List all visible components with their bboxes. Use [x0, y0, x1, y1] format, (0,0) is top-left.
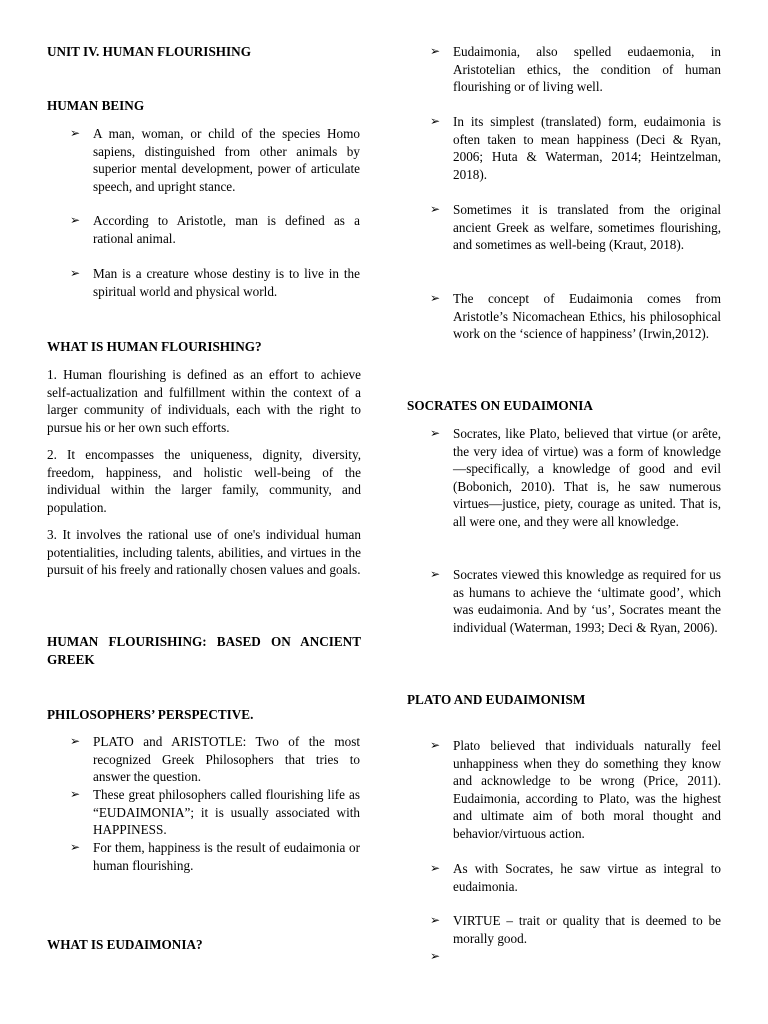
- list-item: [430, 912, 721, 947]
- list-item-text: As with Socrates, he saw virtue as integral to eudaimonia.: [453, 861, 721, 894]
- list-item: [70, 265, 360, 300]
- list-item-text: PLATO and ARISTOTLE: Two of the most recognized Greek Philosophers that tries to answer the question.: [93, 734, 360, 785]
- arrow-bullet-icon: ➢: [430, 426, 441, 440]
- arrow-bullet-icon: ➢: [430, 949, 441, 963]
- list-item-text: For them, happiness is the result of eudaimonia or human flourishing.: [93, 840, 360, 873]
- arrow-bullet-icon: ➢: [430, 738, 441, 752]
- list-item-text: Eudaimonia, also spelled eudaemonia, in Aristotelian ethics, the condition of human flourishing or of living well.: [453, 44, 721, 95]
- list-item: [430, 948, 721, 966]
- unit-title: UNIT IV. HUMAN FLOURISHING: [47, 44, 251, 59]
- arrow-bullet-icon: ➢: [430, 44, 441, 58]
- list-item: [70, 125, 360, 195]
- arrow-bullet-icon: ➢: [70, 213, 81, 227]
- list-item-text: The concept of Eudaimonia comes from Aristotle’s Nicomachean Ethics, his philosophical work on the ‘science of happiness’ (Irwin,2012).: [453, 291, 721, 342]
- list-item-text: VIRTUE – trait or quality that is deemed to be morally good.: [453, 913, 721, 946]
- arrow-bullet-icon: ➢: [430, 567, 441, 581]
- heading-what-is-eudaimonia: WHAT IS EUDAIMONIA?: [47, 937, 203, 952]
- list-item-text: Socrates viewed this knowledge as required for us as humans to achieve the ‘ultimate good’, which was eudaimonia. And by ‘us’, Socrates meant the individual (Waterman, 1993; Deci & Ryan, 2006).: [453, 567, 721, 635]
- list-item-text: Plato believed that individuals naturally feel unhappiness when they do something they know and acknowledge to be wrong (Price, 2011). Eudaimonia, according to Plato, was the highest and ultimate aim of both moral thought and behavior/virtuous action.: [453, 738, 721, 841]
- arrow-bullet-icon: ➢: [430, 291, 441, 305]
- list-item: [430, 290, 721, 343]
- paragraph: 2. It encompasses the uniqueness, dignity, diversity, freedom, happiness, and holistic well-being of the individual within the larger family, community, and population.: [47, 447, 361, 515]
- heading-ancient-greek: HUMAN FLOURISHING: BASED ON ANCIENT GREEK: [47, 634, 361, 667]
- heading-human-being: HUMAN BEING: [47, 98, 145, 113]
- arrow-bullet-icon: ➢: [430, 861, 441, 875]
- arrow-bullet-icon: ➢: [430, 913, 441, 927]
- list-item-text: These great philosophers called flourishing life as “EUDAIMONIA”; it is usually associated with HAPPINESS.: [93, 787, 360, 838]
- arrow-bullet-icon: ➢: [70, 787, 81, 801]
- arrow-bullet-icon: ➢: [70, 126, 81, 140]
- list-item-text: Man is a creature whose destiny is to live in the spiritual world and physical world.: [93, 266, 360, 299]
- list-item: [430, 425, 721, 531]
- list-item: [70, 733, 360, 786]
- list-item: [70, 839, 360, 874]
- arrow-bullet-icon: ➢: [430, 114, 441, 128]
- list-item: [430, 566, 721, 636]
- heading-what-is-human-flourishing: WHAT IS HUMAN FLOURISHING?: [47, 339, 262, 354]
- list-item: [430, 43, 721, 96]
- arrow-bullet-icon: ➢: [70, 266, 81, 280]
- heading-philosophers-perspective: PHILOSOPHERS’ PERSPECTIVE.: [47, 707, 254, 722]
- list-item: [430, 201, 721, 254]
- list-item: [430, 113, 721, 183]
- list-item: [430, 860, 721, 895]
- list-item-text: A man, woman, or child of the species Homo sapiens, distinguished from other animals by superior mental development, power of articulate speech, and upright stance.: [93, 126, 360, 194]
- heading-plato-and-eudaimonism: PLATO AND EUDAIMONISM: [407, 692, 586, 707]
- arrow-bullet-icon: ➢: [70, 734, 81, 748]
- list-item-text: Socrates, like Plato, believed that virtue (or arête, the very idea of virtue) was a form of knowledge—specifically, a knowledge of good and evil (Bobonich, 2010). That is, he saw numerous virtues—justice, piety, courage as united. That is, all were one, and they were all knowledge.: [453, 426, 721, 529]
- list-item-text: According to Aristotle, man is defined as a rational animal.: [93, 213, 360, 246]
- list-item: [70, 212, 360, 247]
- list-item-text: In its simplest (translated) form, eudaimonia is often taken to mean happiness (Deci & Ryan, 2006; Huta & Waterman, 2014; Heintzelman, 2018).: [453, 114, 721, 182]
- arrow-bullet-icon: ➢: [430, 202, 441, 216]
- list-item: [70, 786, 360, 839]
- paragraph: 1. Human flourishing is defined as an effort to achieve self-actualization and fulfillment within the context of a larger community of individuals, each with the right to pursue his or her own such efforts.: [47, 367, 361, 435]
- paragraph: 3. It involves the rational use of one's individual human potentialities, including talents, abilities, and virtues in the pursuit of his freely and rationally chosen values and goals.: [47, 527, 361, 578]
- list-item: [430, 737, 721, 843]
- list-item-text: Sometimes it is translated from the original ancient Greek as welfare, sometimes flourishing, and sometimes as well-being (Kraut, 2018).: [453, 202, 721, 253]
- arrow-bullet-icon: ➢: [70, 840, 81, 854]
- heading-socrates-on-eudaimonia: SOCRATES ON EUDAIMONIA: [407, 398, 593, 413]
